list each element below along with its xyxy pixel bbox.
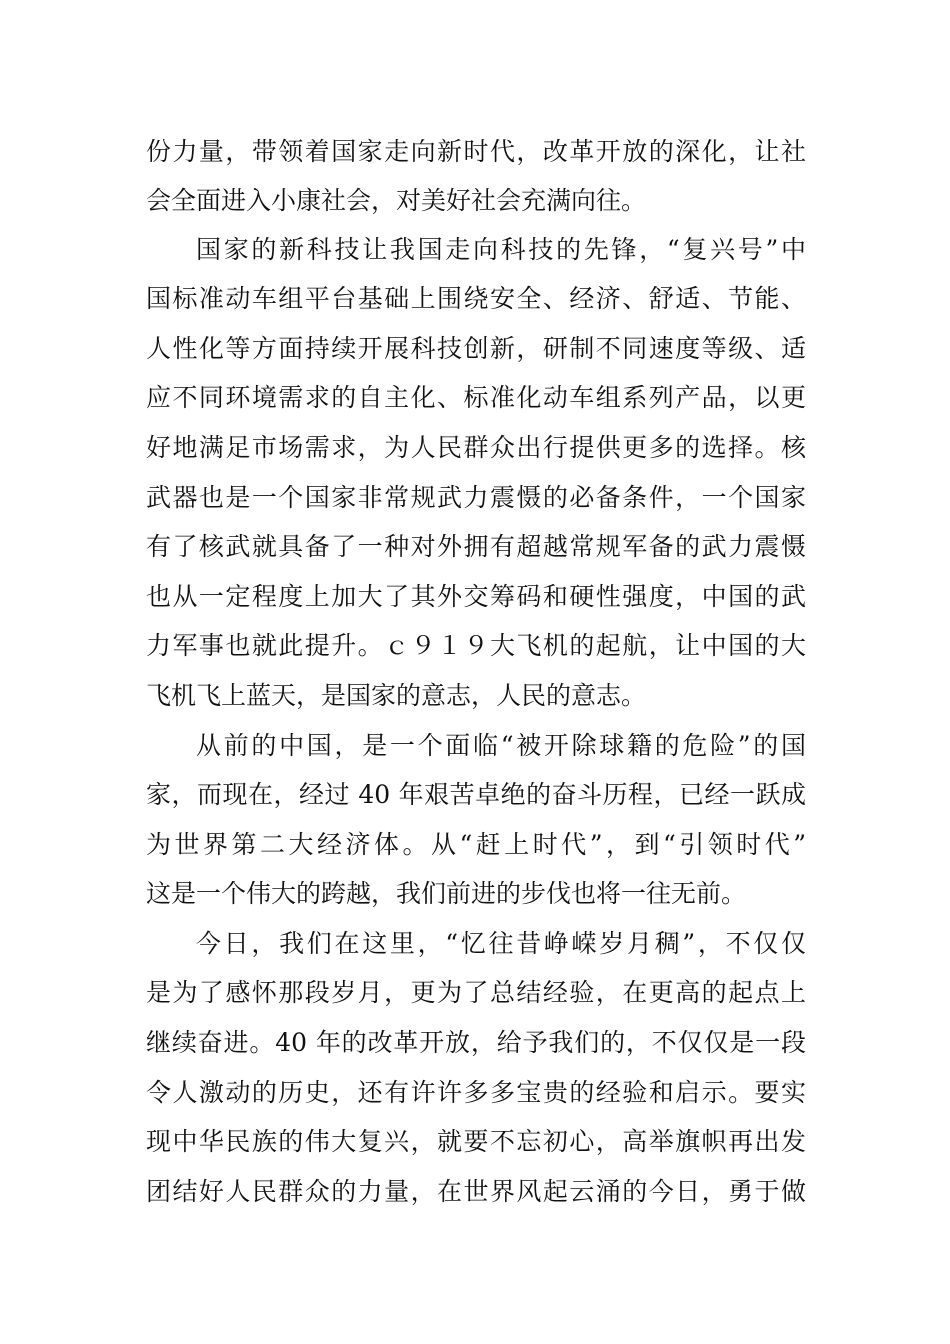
text-line: 也从一定程度上加大了其外交筹码和硬性强度，中国的武 <box>146 582 806 611</box>
paragraph-first-line: 国家的新科技让我国走向科技的先锋，“复兴号”中 <box>196 235 806 264</box>
text-line: 继续奋进。40 年的改革开放，给予我们的，不仅仅是一段 <box>146 1028 806 1057</box>
text-line: 现中华民族的伟大复兴，就要不忘初心，高举旗帜再出发 <box>146 1127 806 1156</box>
text-line: 好地满足市场需求，为人民群众出行提供更多的选择。核 <box>146 433 806 462</box>
text-line: 有了核武就具备了一种对外拥有超越常规军备的武力震慑 <box>146 532 806 561</box>
text-line: 人性化等方面持续开展科技创新，研制不同速度等级、适 <box>146 334 806 363</box>
text-line: 这是一个伟大的跨越，我们前进的步伐也将一往无前。 <box>146 879 747 908</box>
text-line: 国标准动车组平台基础上围绕安全、经济、舒适、节能、 <box>146 284 806 313</box>
text-line: 家，而现在，经过 40 年艰苦卓绝的奋斗历程，已经一跃成 <box>146 780 806 809</box>
text-line: 会全面进入小康社会，对美好社会充满向往。 <box>146 186 647 215</box>
text-line: 令人激动的历史，还有许许多多宝贵的经验和启示。要实 <box>146 1078 806 1107</box>
text-line: 力军事也就此提升。ｃ９１９大飞机的起航，让中国的大 <box>146 631 806 660</box>
text-line: 武器也是一个国家非常规武力震慑的必备条件，一个国家 <box>146 483 806 512</box>
text-line: 飞机飞上蓝天，是国家的意志，人民的意志。 <box>146 681 647 710</box>
paragraph-first-line: 今日，我们在这里，“忆往昔峥嵘岁月稠”，不仅仅 <box>196 929 806 958</box>
text-line: 份力量，带领着国家走向新时代，改革开放的深化，让社 <box>146 137 806 166</box>
text-line: 是为了感怀那段岁月，更为了总结经验，在更高的起点上 <box>146 978 806 1007</box>
paragraph-first-line: 从前的中国，是一个面临“被开除球籍的危险”的国 <box>196 731 806 760</box>
text-line: 团结好人民群众的力量，在世界风起云涌的今日，勇于做 <box>146 1177 806 1206</box>
text-line: 为世界第二大经济体。从“赶上时代”，到“引领时代” <box>146 830 806 859</box>
text-line: 应不同环境需求的自主化、标准化动车组系列产品，以更 <box>146 383 806 412</box>
